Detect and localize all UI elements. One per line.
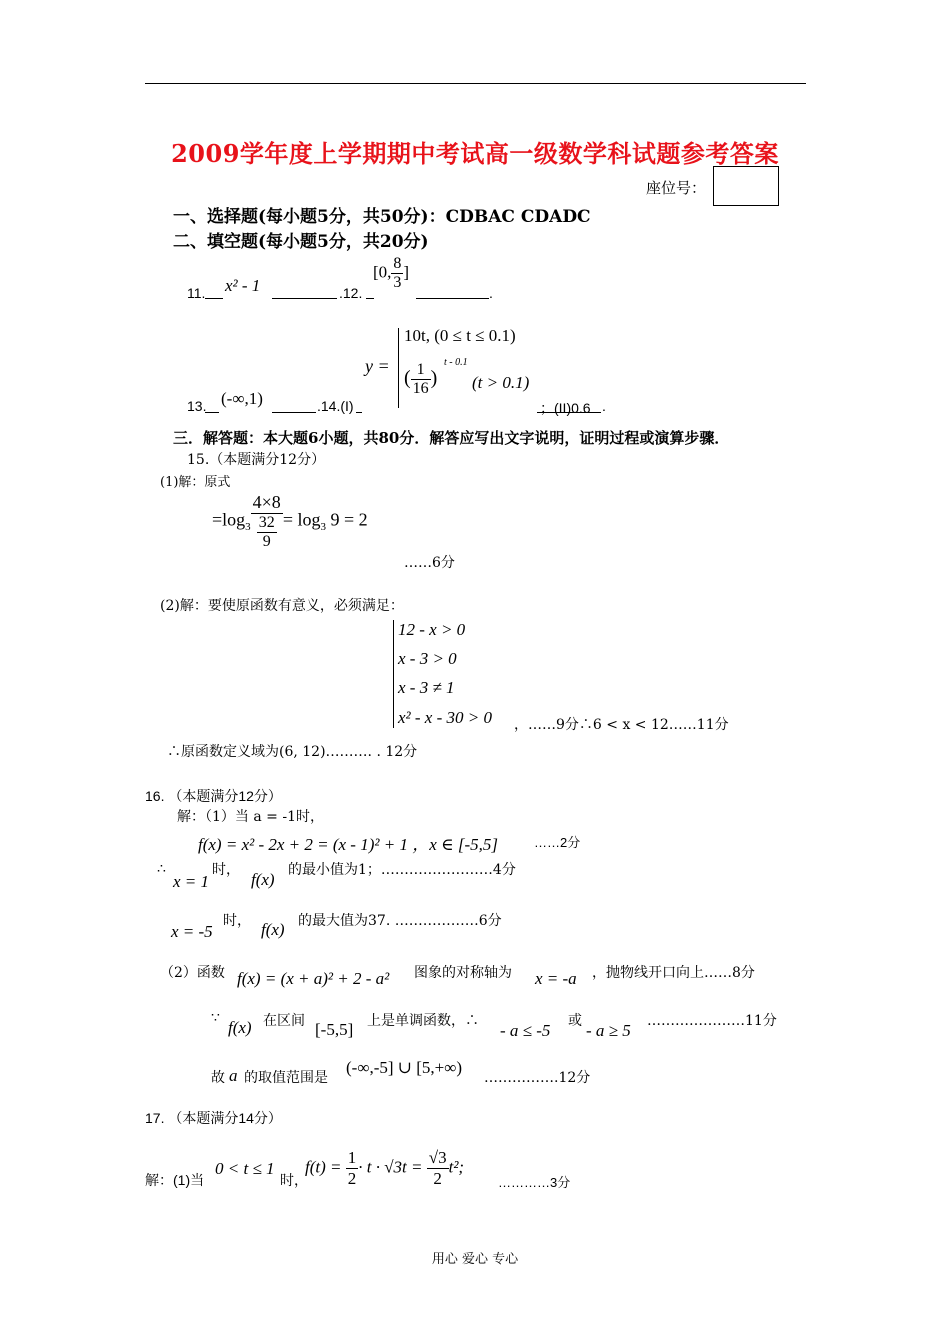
q14-tail: ；(II)0.6	[540, 400, 591, 416]
q16-therefore: ∴	[157, 861, 166, 877]
q14-end: .	[602, 398, 606, 414]
q15-log-2: = log	[282, 509, 321, 530]
q16-range-text: 的取值范围是	[244, 1070, 328, 1086]
q11-label: 11.	[187, 285, 206, 301]
q14-case-2: (t > 0.1)	[472, 373, 530, 392]
q17-condition: 0 < t ≤ 1	[215, 1159, 275, 1178]
page-title: 2009学年度上学期期中考试高一级数学科试题参考答案	[171, 139, 779, 168]
q16-min-value: 的最小值为1；……………………4分	[288, 862, 516, 878]
q14-brace	[398, 328, 399, 408]
q17-sqrt3-num: √3	[428, 1148, 447, 1167]
q16-x-eq-neg5: x = -5	[171, 922, 213, 941]
q16-line-2-score: ……2分	[534, 835, 581, 850]
q16-max-value: 的最大值为37. ………………6分	[298, 913, 502, 929]
q17-score: …………3分	[498, 1175, 571, 1190]
q15-domain: ∴原函数定义域为(6, 12)………. . 12分	[167, 744, 418, 760]
q15-base-1: 3	[245, 521, 251, 534]
q16-fx-2: f(x)	[261, 920, 285, 939]
q17-when: 时，	[280, 1173, 308, 1189]
q14-frac-den: 16	[412, 380, 429, 397]
seat-label: 座位号：	[646, 179, 707, 197]
q15-subfrac-den: 9	[262, 533, 271, 550]
q15-part1-label: (1)解：原式	[160, 475, 231, 490]
q15-cond-4: x² - x - 30 > 0	[398, 708, 492, 727]
q13-answer: (-∞,1)	[221, 389, 263, 408]
q16-hence: 故	[211, 1070, 225, 1086]
q13-blank-right	[272, 412, 316, 413]
q12-blank-left	[366, 298, 374, 299]
q14-frac-num: 1	[411, 361, 431, 380]
q11-blank-right	[272, 298, 337, 299]
q15-result: 9 = 2	[325, 509, 368, 530]
q16-when-1: 时，	[212, 862, 240, 878]
q17-ft: f(t) =	[305, 1157, 346, 1177]
q15-base-2: 3	[320, 521, 326, 534]
q15-cond-2: x - 3 > 0	[398, 649, 457, 668]
q15-score-1: ……6分	[404, 555, 455, 571]
q13-blank-left	[205, 412, 219, 413]
q16-fx-1: f(x)	[251, 870, 275, 889]
q16-interval-text: 在区间	[263, 1013, 305, 1029]
q16-heading: 16. （本题满分12分）	[145, 788, 282, 804]
q14-y: y =	[365, 356, 390, 376]
section-2-fill: 二、填空题(每小题5分，共20分)	[173, 232, 429, 252]
q16-x-eq-1: x = 1	[173, 872, 210, 891]
q17-heading: 17. （本题满分14分）	[145, 1110, 282, 1126]
q15-log-1: =log	[212, 509, 246, 530]
q16-interval: [-5,5]	[315, 1020, 354, 1039]
q15-heading: 15.（本题满分12分）	[187, 452, 326, 468]
q16-range: (-∞,-5] ∪ [5,+∞)	[346, 1058, 463, 1077]
q16-score-12: …………….12分	[484, 1070, 591, 1086]
q16-line-2-equation: f(x) = x² - 2x + 2 = (x - 1)² + 1 ，x ∈ [-5,5]	[198, 835, 498, 854]
seat-number-box	[713, 166, 779, 206]
page-footer: 用心 爱心 专心	[431, 1252, 519, 1267]
q17-half-den: 2	[347, 1169, 357, 1188]
q15-part2-label: (2)解：要使原函数有意义，必须满足：	[160, 598, 404, 614]
q15-cond-1: 12 - x > 0	[398, 620, 466, 639]
q16-line-1: 解：（1）当 a = -1时，	[177, 809, 324, 825]
q15-cond-3: x - 3 ≠ 1	[398, 678, 455, 697]
q14-case-2-paren: ( $\frac{1}{16}$ )	[404, 361, 438, 397]
q16-axis-text: 图象的对称轴为	[414, 965, 512, 981]
q14-exponent: t - 0.1	[444, 357, 468, 368]
section-1-choice: 一、选择题(每小题5分，共50分)：CDBAC CDADC	[173, 207, 591, 227]
q16-part2-function: f(x) = (x + a)² + 2 - a²	[237, 969, 390, 988]
q14-case-1: 10t, (0 ≤ t ≤ 0.1)	[404, 326, 516, 345]
q13-label: 13.	[187, 398, 207, 414]
q17-mid: · t · √3t =	[358, 1157, 427, 1177]
q11-blank-left	[205, 298, 223, 299]
q16-monotone-text: 上是单调函数，∴	[367, 1013, 479, 1029]
q16-score-11: …………………11分	[647, 1013, 777, 1029]
q17-solution-label: 解：(1)当	[145, 1172, 205, 1188]
q16-part2-label: （2）函数	[160, 965, 225, 981]
q14-blank-right	[537, 412, 601, 413]
q14-blank-left	[356, 412, 362, 413]
q16-fx-3: f(x)	[228, 1018, 252, 1037]
q15-frac-num: 4×8	[252, 492, 281, 512]
q15-score-2: ，……9分∴6 < x < 12……11分	[514, 717, 729, 733]
q11-answer: x² - 1	[225, 276, 261, 295]
header-rule	[145, 83, 806, 84]
section-3-solutions: 三．解答题：本大题6小题，共80分．解答应写出文字说明，证明过程或演算步骤．	[173, 429, 730, 447]
q16-cond-a1: - a ≤ -5	[500, 1021, 551, 1040]
q16-when-2: 时，	[223, 913, 251, 929]
q17-half-num: 1	[347, 1148, 357, 1167]
q16-because: ∵	[211, 1010, 220, 1026]
q16-cond-a2: - a ≥ 5	[586, 1021, 631, 1040]
q16-or: 或	[568, 1013, 582, 1029]
q15-subfrac-num: 32	[258, 514, 275, 531]
q17-t-squared: t²;	[448, 1157, 465, 1177]
q12-blank-right	[416, 298, 489, 299]
q12-end: .	[489, 285, 493, 301]
q12-label: .12.	[339, 285, 363, 301]
q17-equation	[305, 1148, 464, 1189]
q16-axis-eq: x = -a	[535, 969, 577, 988]
q14-label: .14.(I)	[317, 398, 354, 414]
q17-sqrt3-den: 2	[433, 1169, 442, 1188]
q16-parabola-text: ，抛物线开口向上……8分	[592, 965, 755, 981]
q15-equation	[212, 492, 368, 551]
q12-answer: [0, $\frac{8}{3}$ ]	[373, 255, 410, 291]
q15-brace	[393, 620, 394, 728]
q16-var-a: a	[229, 1066, 238, 1085]
